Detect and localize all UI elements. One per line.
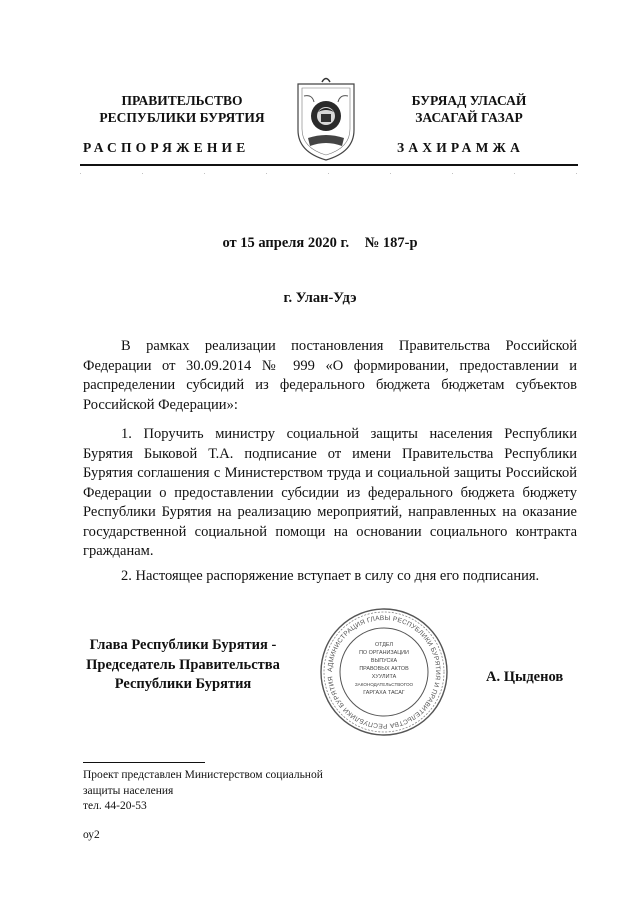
header-dotted-divider xyxy=(80,173,578,174)
coat-of-arms-icon xyxy=(292,74,360,162)
footnote-line2: защиты населения xyxy=(83,784,174,797)
signatory-title-line1: Глава Республики Бурятия - xyxy=(89,637,277,653)
signatory-title-line3: Республики Бурятия xyxy=(114,676,252,692)
issuer-bua-line2: ЗАСАГАЙ ГАЗАР xyxy=(415,110,523,125)
stamp-line-1: ОТДЕЛ xyxy=(374,642,394,648)
order-date-number xyxy=(0,235,640,252)
stamp-line-6: ЗАКОНОДАТЕЛЬСТВОГОО xyxy=(354,682,414,687)
footnote-divider xyxy=(83,762,205,763)
signatory-name: А. Цыденов xyxy=(486,669,564,685)
stamp-line-3: ВЫПУСКА xyxy=(370,658,398,664)
issuer-ru-line2: РЕСПУБЛИКИ БУРЯТИЯ xyxy=(99,110,265,125)
footnote-line1: Проект представлен Министерством социальной xyxy=(83,769,323,781)
issuer-ru xyxy=(82,92,282,126)
document-code: оу2 xyxy=(83,829,100,841)
issuer-bua-line1: БУРЯАД УЛАСАЙ xyxy=(411,93,527,108)
order-city: г. Улан-Удэ xyxy=(283,290,357,306)
stamp-ring-text: АДМИНИСТРАЦИЯ ГЛАВЫ РЕСПУБЛИКИ БУРЯТИЯ И ПРАВИТЕЛЬСТВА РЕСПУБЛИКИ БУРЯТИЯ xyxy=(326,614,442,730)
stamp-line-4: ПРАВОВЫХ АКТОВ xyxy=(359,666,409,672)
item-2-paragraph: 2. Настоящее распоряжение вступает в силу со дня его подписания. xyxy=(121,568,540,584)
order-date: от 15 апреля 2020 г. xyxy=(222,235,350,251)
issuer-ru-line1: ПРАВИТЕЛЬСТВО xyxy=(121,93,243,108)
signatory-title-line2: Председатель Правительства xyxy=(86,656,280,673)
doc-type-bua: ЗАХИРАМЖА xyxy=(397,140,525,155)
stamp-line-5: ХУУЛИТА xyxy=(371,674,397,680)
preamble-paragraph: В рамках реализации постановления Правительства Российской Федерации от 30.09.2014 № 999 «О формировании, предоставлении и распределении субсидий из федерального бюджета бюджетам субъектов Российской Федерации»: xyxy=(83,338,577,413)
order-number: № 187-р xyxy=(364,235,418,251)
doc-type-ru: РАСПОРЯЖЕНИЕ xyxy=(83,140,250,155)
item-1-paragraph: 1. Поручить министру социальной защиты населения Республики Бурятия Быковой Т.А. подписание от имени Правительства Республики Бурятия соглашения с Министерством труда и социальной защиты Российской Федерации о предоставлении субсидии из федерального бюджета бюджету Республики Бурятия на реализацию мероприятий, направленных на оказание государственной социальной помощи на основании социального контракта гражданам. xyxy=(83,426,577,559)
stamp-line-7: ГАРГАХА ТАСАГ xyxy=(363,690,405,696)
footnote xyxy=(83,768,323,815)
round-seal-icon xyxy=(318,606,450,738)
footnote-phone: тел. 44-20-53 xyxy=(83,800,147,812)
issuer-bua xyxy=(384,92,554,126)
stamp-line-2: ПО ОРГАНИЗАЦИИ xyxy=(359,650,409,656)
header-divider xyxy=(80,164,578,166)
signatory-title xyxy=(78,636,288,695)
